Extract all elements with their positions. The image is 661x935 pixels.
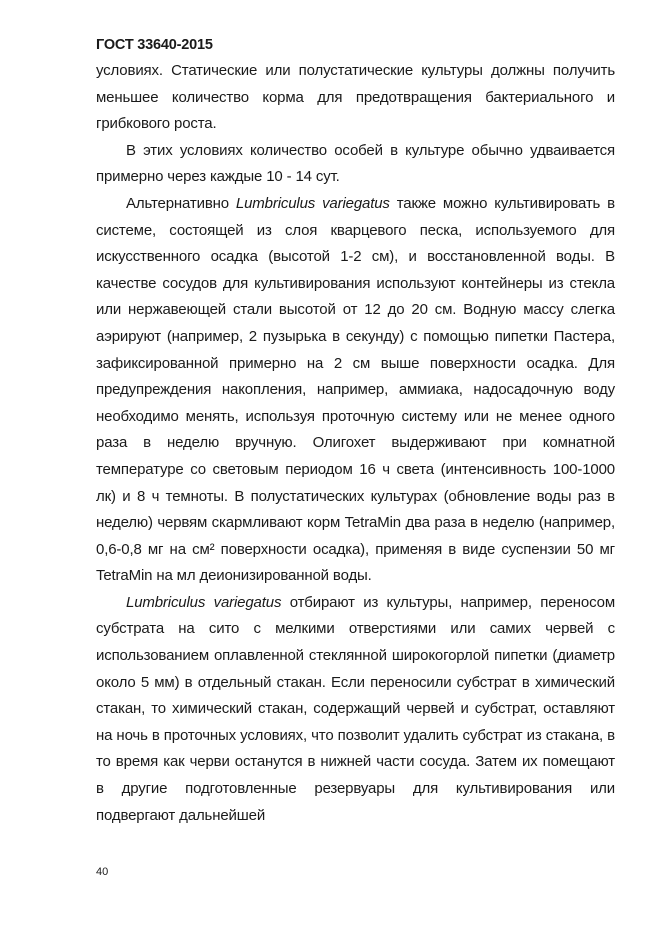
paragraph-doubling-time: В этих условиях количество особей в культуре обычно удваивается примерно через каждые 10 - 14 сут. — [96, 141, 615, 186]
body-text — [96, 58, 615, 829]
paragraph-worm-selection — [96, 590, 615, 829]
paragraph-cultures-feeding: условиях. Статические или полустатические культуры должны получить меньшее количество корма для предотвращения бактериального и грибкового роста. — [96, 62, 615, 133]
species-name: Lumbriculus variegatus — [235, 194, 390, 212]
species-name: Lumbriculus variegatus — [126, 593, 282, 611]
paragraph-alternative-culture — [96, 191, 615, 590]
standard-header: ГОСТ 33640-2015 — [96, 37, 213, 53]
page-number: 40 — [96, 866, 109, 878]
paragraph-alternative-culture-start: Альтернативно — [126, 194, 229, 212]
paragraph-alternative-culture-rest: также можно культивировать в системе, состоящей из слоя кварцевого песка, используемого для искусственного осадка (высотой 1-2 см), и восстановленной воды. В качестве сосудов для культивирования используют контейнеры из стекла или нержавеющей стали высотой от 12 до 20 см. Водную массу слегка аэрируют (например, 2 пузырька в секунду) с помощью пипетки Пастера, зафиксированной примерно на 2 см выше поверхности осадка. Для предупреждения накопления, например, аммиака, надосадочную воду необходимо менять, используя проточную систему или не менее одного раза в неделю вручную. Олигохет выдерживают при комнатной температуре со световым периодом 16 ч света (интенсивность 100-1000 лк) и 8 ч темноты. В полустатических культурах (обновление воды раз в неделю) червям скармливают корм TetraMin два раза в неделю (например, 0,6-0,8 мг на см² поверхности осадка), применяя в виде суспензии 50 мг TetraMin на мл деионизированной воды. — [96, 194, 615, 585]
paragraph-worm-selection-rest: отбирают из культуры, например, переносом субстрата на сито с мелкими отверстиями или самих червей с использованием оплавленной стеклянной широкогорлой пипетки (диаметр около 5 мм) в отдельный стакан. Если переносили субстрат в химический стакан, то химический стакан, содержащий червей и субстрат, оставляют на ночь в проточных условиях, что позволит удалить субстрат из стакана, в то время как черви останутся в нижней части сосуда. Затем их помещают в другие подготовленные резервуары для культивирования или подвергают дальнейшей — [96, 593, 615, 824]
